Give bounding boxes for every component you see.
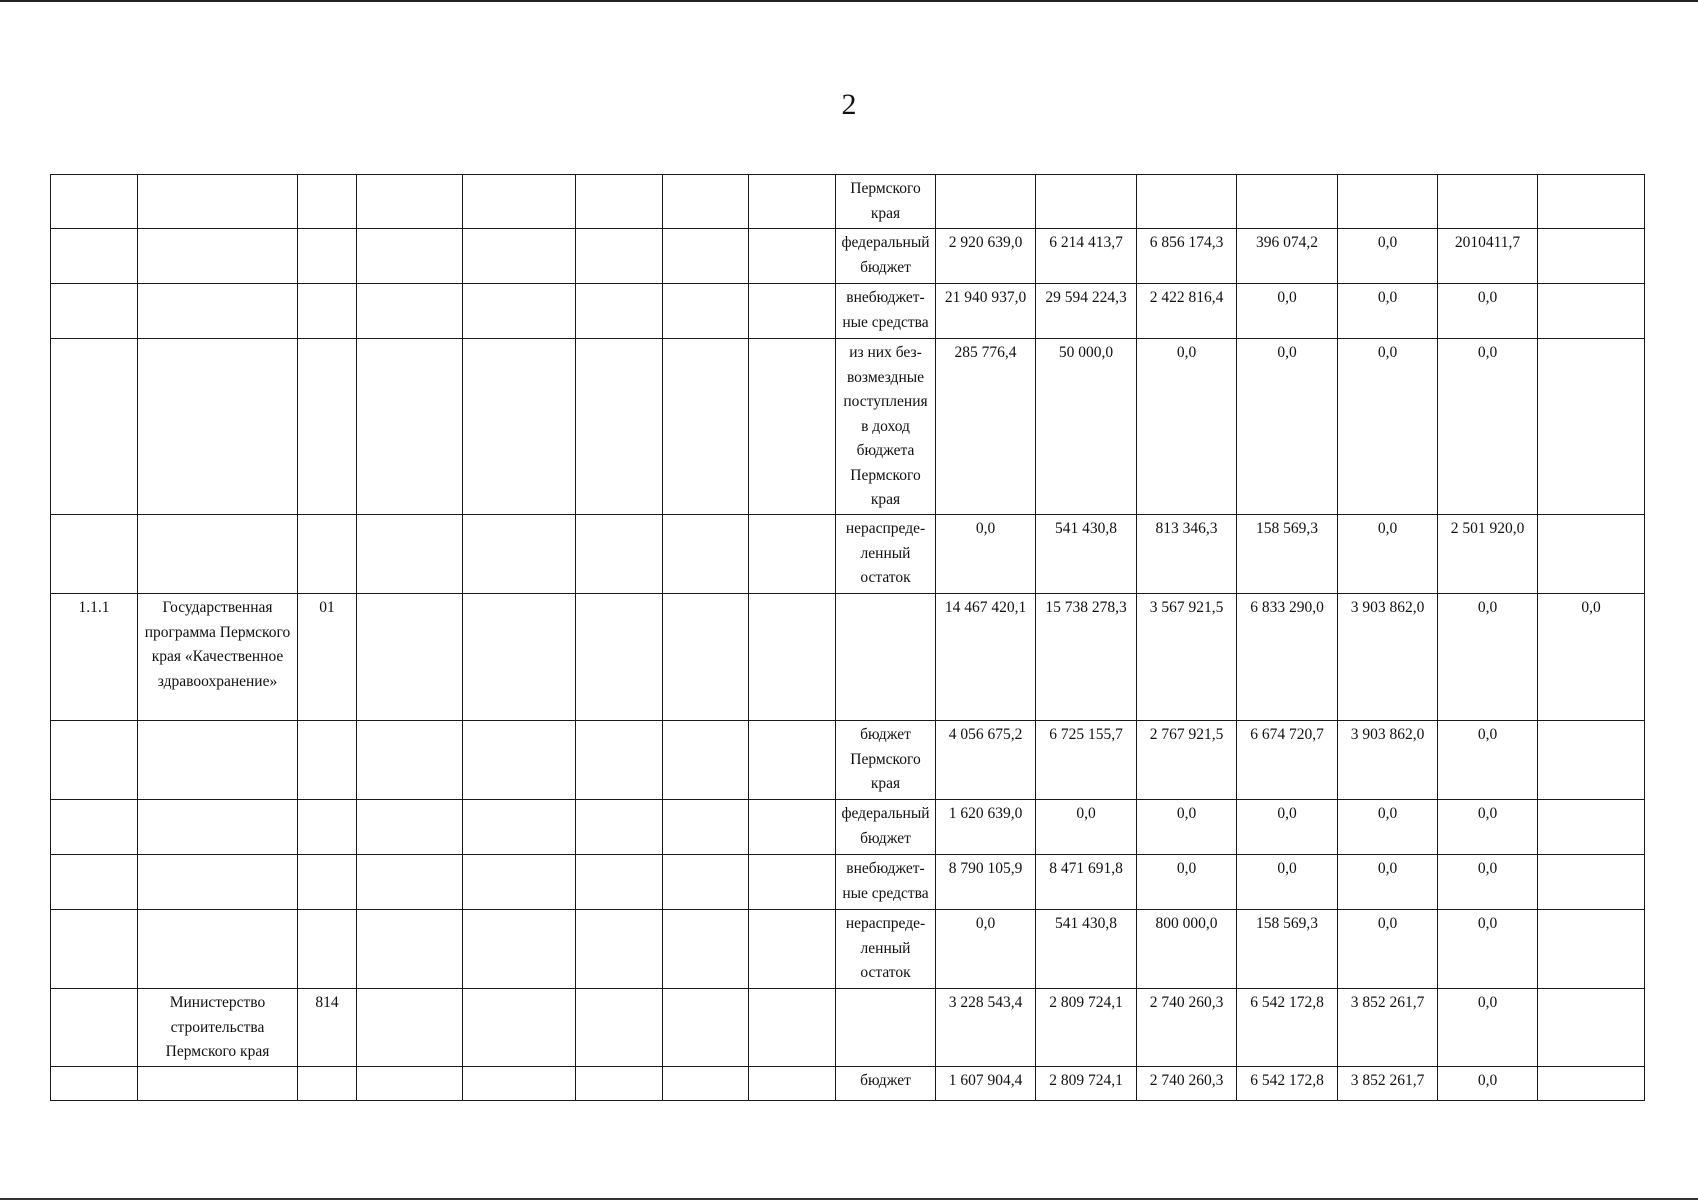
row-number-cell [51, 229, 138, 284]
amount-cell: 1 620 639,0 [936, 800, 1036, 855]
amount-cell: 2 740 260,3 [1137, 1066, 1237, 1100]
amount-cell [1538, 284, 1645, 339]
empty-cell [749, 910, 836, 989]
table-row [51, 989, 1645, 1067]
empty-cell [463, 339, 576, 515]
amount-cell: 3 903 862,0 [1338, 721, 1438, 800]
table-row [51, 1066, 1645, 1100]
empty-cell [663, 800, 749, 855]
amount-cell: 0,0 [936, 910, 1036, 989]
amount-cell: 15 738 278,3 [1036, 594, 1137, 721]
amount-cell: 14 467 420,1 [936, 594, 1036, 721]
code-cell [298, 229, 357, 284]
code-cell [298, 721, 357, 800]
empty-cell [749, 229, 836, 284]
amount-cell: 29 594 224,3 [1036, 284, 1137, 339]
empty-cell [576, 855, 663, 910]
table-row [51, 594, 1645, 721]
amount-cell: 2 422 816,4 [1137, 284, 1237, 339]
amount-cell [1538, 800, 1645, 855]
amount-cell: 8 790 105,9 [936, 855, 1036, 910]
amount-cell: 50 000,0 [1036, 339, 1137, 515]
empty-cell [463, 989, 576, 1067]
empty-cell [576, 800, 663, 855]
amount-cell: 0,0 [1137, 339, 1237, 515]
program-name-cell [138, 910, 298, 989]
amount-cell: 0,0 [1438, 284, 1538, 339]
amount-cell: 2 740 260,3 [1137, 989, 1237, 1067]
amount-cell: 6 542 172,8 [1237, 1066, 1338, 1100]
table-row [51, 910, 1645, 989]
empty-cell [357, 175, 463, 229]
funding-source-cell [836, 594, 936, 721]
empty-cell [463, 800, 576, 855]
amount-cell: 0,0 [1137, 855, 1237, 910]
empty-cell [357, 721, 463, 800]
empty-cell [663, 339, 749, 515]
empty-cell [463, 284, 576, 339]
amount-cell [936, 175, 1036, 229]
row-number-cell [51, 515, 138, 594]
amount-cell: 21 940 937,0 [936, 284, 1036, 339]
amount-cell: 0,0 [1237, 855, 1338, 910]
table-row [51, 229, 1645, 284]
row-number-cell [51, 800, 138, 855]
row-number-cell [51, 339, 138, 515]
amount-cell: 813 346,3 [1137, 515, 1237, 594]
amount-cell: 0,0 [936, 515, 1036, 594]
amount-cell [1538, 989, 1645, 1067]
amount-cell: 6 214 413,7 [1036, 229, 1137, 284]
table-row [51, 339, 1645, 515]
empty-cell [663, 594, 749, 721]
amount-cell [1538, 721, 1645, 800]
amount-cell: 0,0 [1438, 855, 1538, 910]
funding-source-cell: нераспреде-ленный остаток [836, 910, 936, 989]
amount-cell: 0,0 [1338, 229, 1438, 284]
empty-cell [663, 1066, 749, 1100]
amount-cell: 2 920 639,0 [936, 229, 1036, 284]
amount-cell: 4 056 675,2 [936, 721, 1036, 800]
empty-cell [749, 175, 836, 229]
row-number-cell [51, 989, 138, 1067]
empty-cell [749, 855, 836, 910]
amount-cell: 2 767 921,5 [1137, 721, 1237, 800]
empty-cell [463, 175, 576, 229]
amount-cell: 0,0 [1137, 800, 1237, 855]
empty-cell [663, 855, 749, 910]
budget-table [50, 174, 1645, 1101]
funding-source-cell: федеральный бюджет [836, 229, 936, 284]
funding-source-cell [836, 989, 936, 1067]
empty-cell [576, 989, 663, 1067]
code-cell [298, 339, 357, 515]
funding-source-cell: внебюджет-ные средства [836, 855, 936, 910]
amount-cell: 3 852 261,7 [1338, 989, 1438, 1067]
page-number: 2 [841, 88, 857, 121]
empty-cell [463, 515, 576, 594]
table-row [51, 800, 1645, 855]
row-number-cell [51, 175, 138, 229]
amount-cell: 8 471 691,8 [1036, 855, 1137, 910]
empty-cell [576, 594, 663, 721]
empty-cell [463, 910, 576, 989]
amount-cell: 541 430,8 [1036, 910, 1137, 989]
empty-cell [357, 284, 463, 339]
row-number-cell [51, 721, 138, 800]
empty-cell [357, 1066, 463, 1100]
amount-cell: 0,0 [1338, 910, 1438, 989]
program-name-cell [138, 515, 298, 594]
amount-cell: 6 725 155,7 [1036, 721, 1137, 800]
amount-cell [1036, 175, 1137, 229]
empty-cell [357, 855, 463, 910]
program-name-cell [138, 800, 298, 855]
amount-cell [1438, 175, 1538, 229]
amount-cell: 0,0 [1438, 800, 1538, 855]
table-row [51, 284, 1645, 339]
amount-cell: 396 074,2 [1237, 229, 1338, 284]
code-cell [298, 800, 357, 855]
amount-cell: 158 569,3 [1237, 910, 1338, 989]
amount-cell: 3 903 862,0 [1338, 594, 1438, 721]
amount-cell [1538, 515, 1645, 594]
amount-cell: 800 000,0 [1137, 910, 1237, 989]
amount-cell: 0,0 [1338, 339, 1438, 515]
amount-cell: 6 674 720,7 [1237, 721, 1338, 800]
amount-cell: 3 567 921,5 [1137, 594, 1237, 721]
amount-cell [1338, 175, 1438, 229]
row-number-cell [51, 1066, 138, 1100]
program-name-cell [138, 721, 298, 800]
amount-cell: 3 228 543,4 [936, 989, 1036, 1067]
program-name-cell [138, 1066, 298, 1100]
empty-cell [576, 229, 663, 284]
empty-cell [749, 1066, 836, 1100]
funding-source-cell: бюджет Пермского края [836, 721, 936, 800]
empty-cell [463, 594, 576, 721]
amount-cell: 0,0 [1237, 284, 1338, 339]
amount-cell: 2 809 724,1 [1036, 1066, 1137, 1100]
table-row [51, 515, 1645, 594]
amount-cell [1137, 175, 1237, 229]
program-name-cell [138, 284, 298, 339]
amount-cell: 0,0 [1338, 855, 1438, 910]
empty-cell [463, 721, 576, 800]
code-cell [298, 515, 357, 594]
program-name-cell [138, 339, 298, 515]
funding-source-cell: Пермского края [836, 175, 936, 229]
funding-source-cell: бюджет [836, 1066, 936, 1100]
row-number-cell: 1.1.1 [51, 594, 138, 721]
empty-cell [463, 229, 576, 284]
empty-cell [576, 284, 663, 339]
amount-cell: 2 501 920,0 [1438, 515, 1538, 594]
empty-cell [663, 284, 749, 339]
amount-cell [1538, 229, 1645, 284]
empty-cell [357, 910, 463, 989]
empty-cell [357, 594, 463, 721]
empty-cell [663, 910, 749, 989]
amount-cell: 0,0 [1538, 594, 1645, 721]
program-name-cell: Министерство строительства Пермского края [138, 989, 298, 1067]
amount-cell: 6 542 172,8 [1237, 989, 1338, 1067]
amount-cell: 2 809 724,1 [1036, 989, 1137, 1067]
amount-cell: 0,0 [1438, 594, 1538, 721]
table-row [51, 855, 1645, 910]
table-row [51, 175, 1645, 229]
program-name-cell: Государственная программа Пермского края «Качественное здравоохранение» [138, 594, 298, 721]
row-number-cell [51, 855, 138, 910]
empty-cell [749, 800, 836, 855]
code-cell: 814 [298, 989, 357, 1067]
empty-cell [749, 721, 836, 800]
program-name-cell [138, 855, 298, 910]
amount-cell: 0,0 [1237, 800, 1338, 855]
amount-cell: 1 607 904,4 [936, 1066, 1036, 1100]
funding-source-cell: из них без-возмездные поступления в доход бюджета Пермского края [836, 339, 936, 515]
code-cell [298, 1066, 357, 1100]
empty-cell [749, 989, 836, 1067]
empty-cell [463, 855, 576, 910]
amount-cell [1538, 1066, 1645, 1100]
empty-cell [663, 515, 749, 594]
empty-cell [663, 175, 749, 229]
empty-cell [357, 515, 463, 594]
empty-cell [576, 339, 663, 515]
amount-cell: 0,0 [1438, 989, 1538, 1067]
funding-source-cell: федеральный бюджет [836, 800, 936, 855]
empty-cell [663, 721, 749, 800]
amount-cell: 6 833 290,0 [1237, 594, 1338, 721]
empty-cell [663, 229, 749, 284]
empty-cell [749, 515, 836, 594]
empty-cell [749, 284, 836, 339]
amount-cell: 0,0 [1338, 284, 1438, 339]
empty-cell [576, 721, 663, 800]
amount-cell [1538, 855, 1645, 910]
amount-cell: 3 852 261,7 [1338, 1066, 1438, 1100]
amount-cell [1237, 175, 1338, 229]
funding-source-cell: внебюджет-ные средства [836, 284, 936, 339]
row-number-cell [51, 284, 138, 339]
code-cell [298, 910, 357, 989]
empty-cell [357, 800, 463, 855]
amount-cell: 6 856 174,3 [1137, 229, 1237, 284]
amount-cell: 0,0 [1438, 339, 1538, 515]
empty-cell [357, 989, 463, 1067]
amount-cell: 0,0 [1438, 1066, 1538, 1100]
empty-cell [576, 910, 663, 989]
empty-cell [749, 594, 836, 721]
empty-cell [357, 229, 463, 284]
program-name-cell [138, 175, 298, 229]
amount-cell: 0,0 [1438, 910, 1538, 989]
funding-source-cell: нераспреде-ленный остаток [836, 515, 936, 594]
code-cell [298, 855, 357, 910]
amount-cell: 285 776,4 [936, 339, 1036, 515]
amount-cell [1538, 910, 1645, 989]
table-row [51, 721, 1645, 800]
amount-cell: 0,0 [1338, 515, 1438, 594]
amount-cell: 0,0 [1338, 800, 1438, 855]
amount-cell: 158 569,3 [1237, 515, 1338, 594]
code-cell: 01 [298, 594, 357, 721]
empty-cell [576, 1066, 663, 1100]
amount-cell [1538, 339, 1645, 515]
empty-cell [357, 339, 463, 515]
row-number-cell [51, 910, 138, 989]
code-cell [298, 175, 357, 229]
empty-cell [463, 1066, 576, 1100]
scan-top-edge [0, 0, 1698, 2]
empty-cell [576, 175, 663, 229]
empty-cell [663, 989, 749, 1067]
amount-cell: 0,0 [1036, 800, 1137, 855]
amount-cell: 0,0 [1438, 721, 1538, 800]
amount-cell: 2010411,7 [1438, 229, 1538, 284]
empty-cell [576, 515, 663, 594]
empty-cell [749, 339, 836, 515]
amount-cell: 0,0 [1237, 339, 1338, 515]
code-cell [298, 284, 357, 339]
amount-cell: 541 430,8 [1036, 515, 1137, 594]
amount-cell [1538, 175, 1645, 229]
program-name-cell [138, 229, 298, 284]
